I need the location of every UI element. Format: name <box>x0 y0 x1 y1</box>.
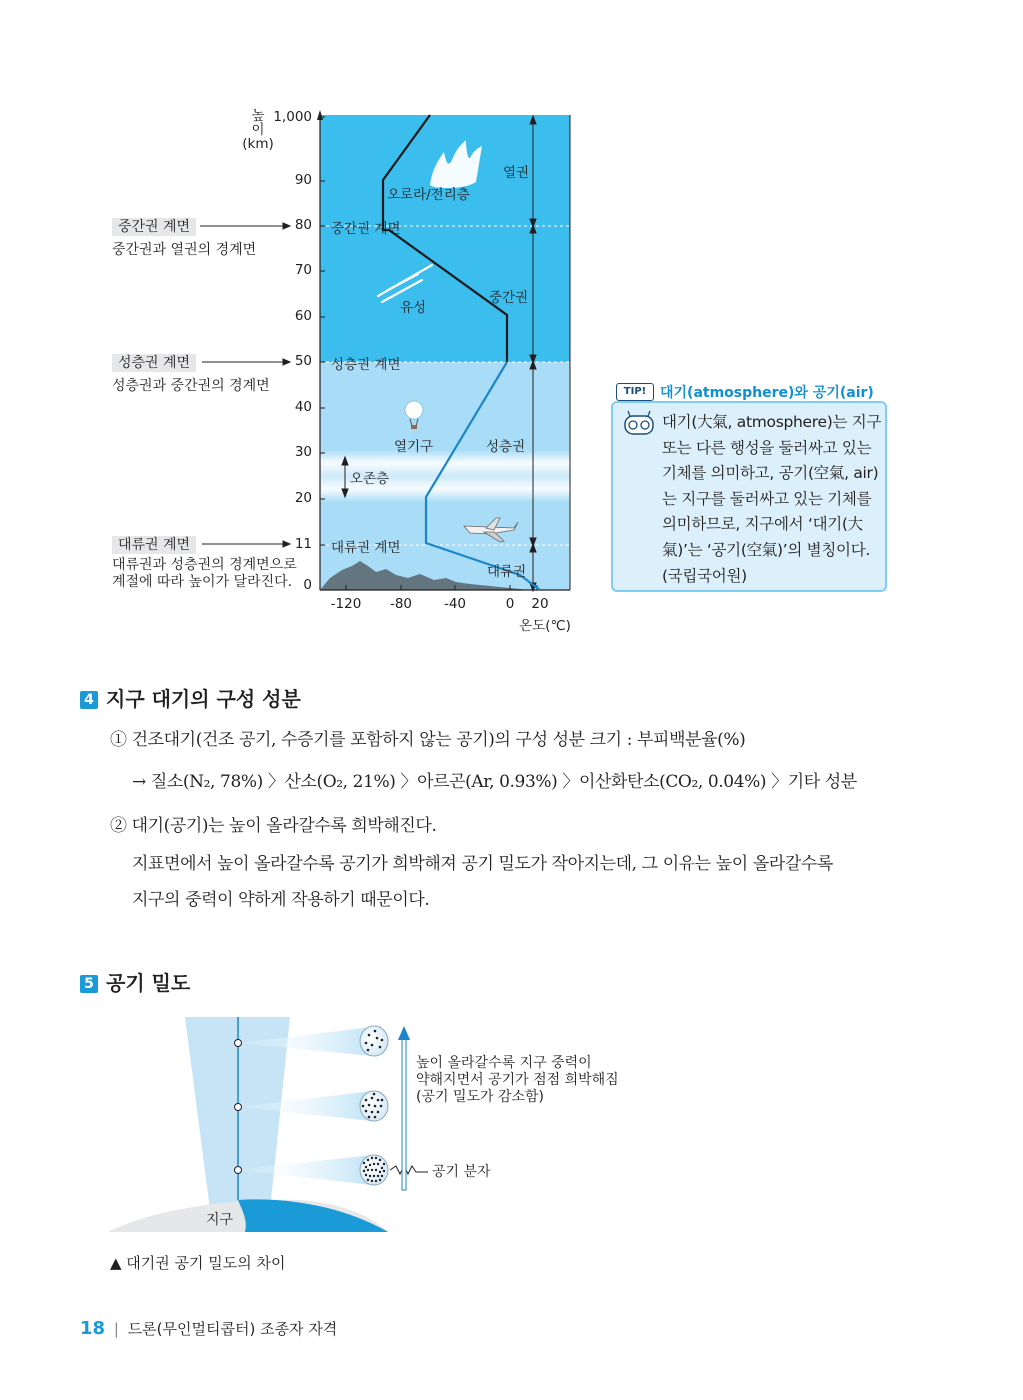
section5-heading <box>80 967 190 996</box>
section-title: 지구 대기의 구성 성분 <box>106 687 301 711</box>
arrow-text-line: 약해지면서 공기가 점점 희박해짐 <box>416 1072 619 1088</box>
section-number: 4 <box>80 691 98 709</box>
note-mesopause <box>112 216 256 259</box>
earth-label: 지구 <box>206 1212 234 1228</box>
tip-text: 대기(大氣, atmosphere)는 지구 또는 다른 행성을 둘러싸고 있는 기체를 의미하고, 공기(空氣, air)는 지구를 둘러싸고 있는 기체를 의미하므로, 지구에서 ‘대기(大氣)’는 ‘공기(空氣)’의 별칭이다.(국립국어원) <box>662 413 882 585</box>
tip-title: 대기(atmosphere)와 공기(air) <box>660 385 874 401</box>
y-tick: 1,000 <box>273 109 312 125</box>
y-tick: 20 <box>294 490 312 506</box>
note-desc: 중간권과 열권의 경계면 <box>112 242 257 258</box>
note-stratopause <box>112 352 270 395</box>
layer-troposphere-label: 대류권 <box>487 564 527 580</box>
y-tick: 80 <box>294 217 312 233</box>
footer <box>80 1318 337 1339</box>
note-desc: 성층권과 중간권의 경계면 <box>112 378 270 394</box>
y-tick: 0 <box>303 577 312 593</box>
x-tick: -120 <box>330 596 362 612</box>
y-tick: 11 <box>294 536 312 552</box>
arrow-text-line: (공기 밀도가 감소함) <box>416 1089 545 1105</box>
balloon-label: 열기구 <box>394 439 434 455</box>
air-density-diagram <box>0 1000 700 1240</box>
x-tick: 0 <box>505 596 515 612</box>
molecule-label: 공기 분자 <box>432 1164 491 1180</box>
drone-controller-icon <box>622 410 656 438</box>
section4-item2-desc1: 지표면에서 높이 올라갈수록 공기가 희박해져 공기 밀도가 작아지는데, 그 이유는 높이 올라갈수록 <box>132 854 833 874</box>
section4-heading <box>80 683 301 712</box>
y-tick: 60 <box>294 308 312 324</box>
tip-badge: TIP! <box>616 383 654 401</box>
note-title: 대류권 계면 <box>112 536 196 554</box>
section4-item1: ① 건조대기(건조 공기, 수증기를 포함하지 않는 공기)의 구성 성분 크기 : 부피백분율(%) <box>110 730 746 750</box>
y-axis-title: 높 이 (km) <box>242 108 274 152</box>
x-tick: 20 <box>531 596 549 612</box>
density-arrow-text <box>416 1055 619 1106</box>
tropopause-label: 대류권 계면 <box>331 540 401 556</box>
section4-item1-sub: → 질소(N₂, 78%) 〉산소(O₂, 21%) 〉아르곤(Ar, 0.93%) 〉이산화탄소(CO₂, 0.04%) 〉기타 성분 <box>132 772 857 792</box>
layer-mesosphere-label: 중간권 <box>489 290 529 306</box>
note-title: 성층권 계면 <box>112 354 196 372</box>
footer-divider: | <box>113 1320 119 1338</box>
stratopause-label: 성층권 계면 <box>331 357 401 373</box>
x-axis-title: 온도(℃) <box>519 618 571 634</box>
aurora-label: 오로라/전리층 <box>387 187 470 203</box>
meteor-label: 유성 <box>400 300 427 316</box>
section-title: 공기 밀도 <box>106 971 191 995</box>
arrow-text-line: 높이 올라갈수록 지구 중력이 <box>416 1055 592 1071</box>
ozone-label: 오존층 <box>350 471 390 487</box>
section4-item2: ② 대기(공기)는 높이 올라갈수록 희박해진다. <box>110 816 437 836</box>
layer-thermosphere-label: 열권 <box>503 165 530 181</box>
y-tick: 70 <box>294 262 312 278</box>
note-title: 중간권 계면 <box>112 218 196 236</box>
note-tropopause <box>112 534 297 591</box>
left-note-arrows <box>0 0 320 600</box>
layer-stratosphere-label: 성층권 <box>486 439 526 455</box>
caption-text: ▲ 대기권 공기 밀도의 차이 <box>110 1254 286 1272</box>
y-tick: 50 <box>294 353 312 369</box>
y-tick: 90 <box>294 172 312 188</box>
note-desc: 대류권과 성층권의 경계면으로 계절에 따라 높이가 달라진다. <box>112 557 297 590</box>
footer-title: 드론(무인멀티콥터) 조종자 자격 <box>127 1320 338 1338</box>
y-tick: 30 <box>294 444 312 460</box>
section-number: 5 <box>80 975 98 993</box>
figure-caption <box>110 1252 286 1273</box>
y-tick: 40 <box>294 399 312 415</box>
x-tick: -40 <box>443 596 467 612</box>
section4-item2-desc2: 지구의 중력이 약하게 작용하기 때문이다. <box>132 890 430 910</box>
mesopause-label: 중간권 계면 <box>331 221 401 237</box>
x-tick: -80 <box>389 596 413 612</box>
page-number: 18 <box>80 1318 106 1339</box>
